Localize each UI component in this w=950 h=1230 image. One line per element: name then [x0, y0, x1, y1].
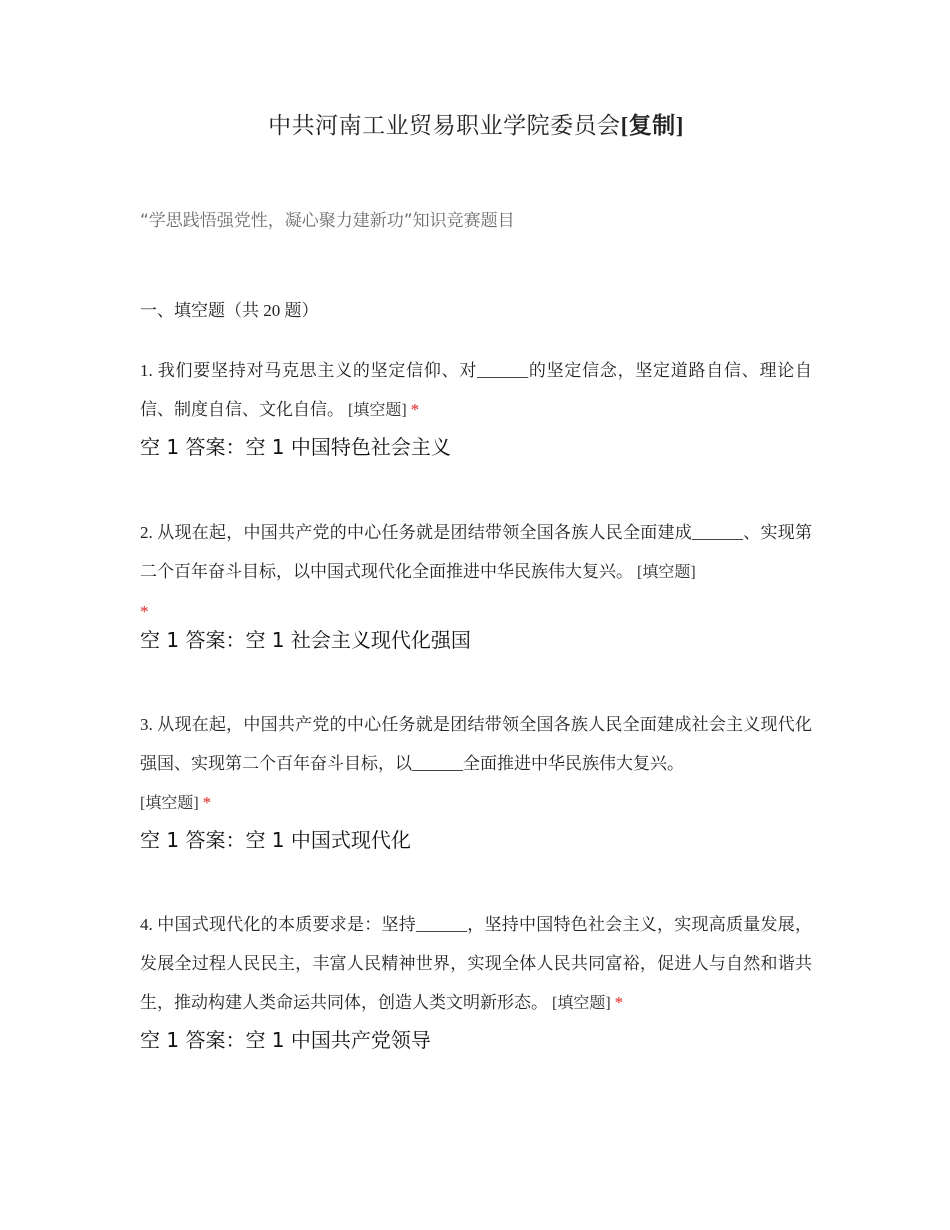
section-heading: 一、填空题（共 20 题） — [140, 301, 319, 320]
question-4-type-tag: [填空题] — [552, 995, 611, 1012]
document-title — [140, 110, 812, 142]
question-2-text: 2. 从现在起，中国共产党的中心任务就是团结带领全国各族人民全面建成______、实现第二个百年奋斗目标，以中国式现代化全面推进中华民族伟大复兴。 — [140, 523, 812, 581]
question-3-required-mark: * — [202, 793, 212, 812]
question-2 — [140, 513, 812, 631]
question-1 — [140, 351, 812, 430]
question-2-answer: 空 1 答案：空 1 社会主义现代化强国 — [140, 628, 471, 652]
question-1-type-tag: [填空题] — [348, 402, 407, 419]
question-2-required-mark: * — [140, 602, 149, 621]
question-1-required-mark: * — [410, 400, 420, 419]
question-3-answer: 空 1 答案：空 1 中国式现代化 — [140, 828, 411, 852]
question-1-answer: 空 1 答案：空 1 中国特色社会主义 — [140, 435, 451, 459]
question-3 — [140, 705, 812, 823]
question-4-answer: 空 1 答案：空 1 中国共产党领导 — [140, 1028, 431, 1052]
question-4 — [140, 905, 812, 1023]
question-2-type-tag: [填空题] — [637, 564, 696, 581]
question-3-type-tag: [填空题] — [140, 795, 199, 812]
question-1-text: 1. 我们要坚持对马克思主义的坚定信仰、对______的坚定信念，坚定道路自信、理论自信、制度自信、文化自信。 — [140, 361, 812, 419]
document-title-text: 中共河南工业贸易职业学院委员会 — [268, 113, 621, 138]
document-subtitle: “学思践悟强党性，凝心聚力建新功”知识竞赛题目 — [140, 211, 515, 231]
document-title-suffix: [复制] — [620, 113, 684, 138]
question-3-text: 3. 从现在起，中国共产党的中心任务就是团结带领全国各族人民全面建成社会主义现代化强国、实现第二个百年奋斗目标，以______全面推进中华民族伟大复兴。 — [140, 715, 812, 773]
question-4-required-mark: * — [614, 993, 624, 1012]
question-4-text: 4. 中国式现代化的本质要求是：坚持______，坚持中国特色社会主义，实现高质量发展，发展全过程人民民主，丰富人民精神世界，实现全体人民共同富裕，促进人与自然和谐共生，推动构建人类命运共同体，创造人类文明新形态。 — [140, 915, 812, 1012]
